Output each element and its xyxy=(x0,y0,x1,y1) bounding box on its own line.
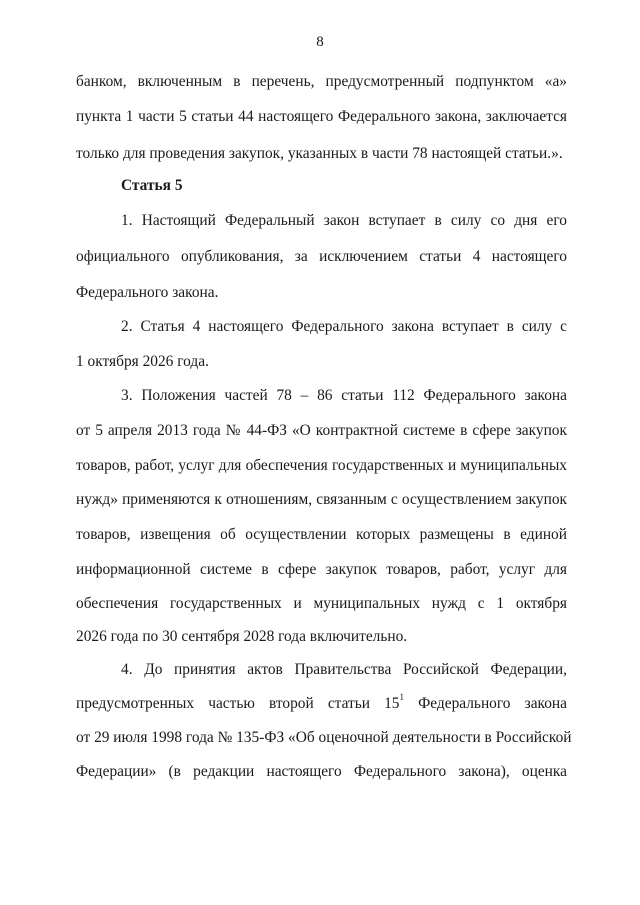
text-line: от 5 апреля 2013 года № 44-ФЗ «О контрактной системе в сфере закупок xyxy=(76,422,567,439)
text-line: 4. До принятия актов Правительства Российской Федерации, xyxy=(121,661,567,678)
text-line: 3. Положения частей 78 – 86 статьи 112 Федерального закона xyxy=(121,387,567,404)
text-line: товаров, работ, услуг для обеспечения государственных и муниципальных xyxy=(76,457,567,474)
text-line: Федерального закона. xyxy=(76,284,219,301)
text-line: нужд» применяются к отношениям, связанным с осуществлением закупок xyxy=(76,491,567,508)
text-line: 2026 года по 30 сентября 2028 года включительно. xyxy=(76,628,408,645)
text-span: Федерального закона xyxy=(404,695,567,712)
text-line xyxy=(76,691,567,714)
text-line: товаров, извещения об осуществлении которых размещены в единой xyxy=(76,526,567,543)
text-line: обеспечения государственных и муниципальных нужд с 1 октября xyxy=(76,595,567,612)
text-line: пункта 1 части 5 статьи 44 настоящего Федерального закона, заключается xyxy=(76,108,567,125)
text-line: от 29 июля 1998 года № 135-ФЗ «Об оценочной деятельности в Российской xyxy=(76,729,572,746)
text-line: 1. Настоящий Федеральный закон вступает в силу со дня его xyxy=(121,212,567,229)
text-line: 1 октября 2026 года. xyxy=(76,353,209,370)
text-line: только для проведения закупок, указанных в части 78 настоящей статьи.». xyxy=(76,145,563,162)
text-line: информационной системе в сфере закупок товаров, работ, услуг для xyxy=(76,561,567,578)
superscript: 1 xyxy=(399,691,405,702)
text-line: 2. Статья 4 настоящего Федерального закона вступает в силу с xyxy=(121,318,567,335)
text-line: Федерации» (в редакции настоящего Федерального закона), оценка xyxy=(76,763,567,780)
article-heading: Статья 5 xyxy=(121,177,183,194)
text-line: банком, включенным в перечень, предусмотренный подпунктом «а» xyxy=(76,73,567,90)
page-number: 8 xyxy=(316,34,324,50)
text-span: предусмотренных частью второй статьи 15 xyxy=(76,695,400,712)
text-line: официального опубликования, за исключением статьи 4 настоящего xyxy=(76,248,567,265)
